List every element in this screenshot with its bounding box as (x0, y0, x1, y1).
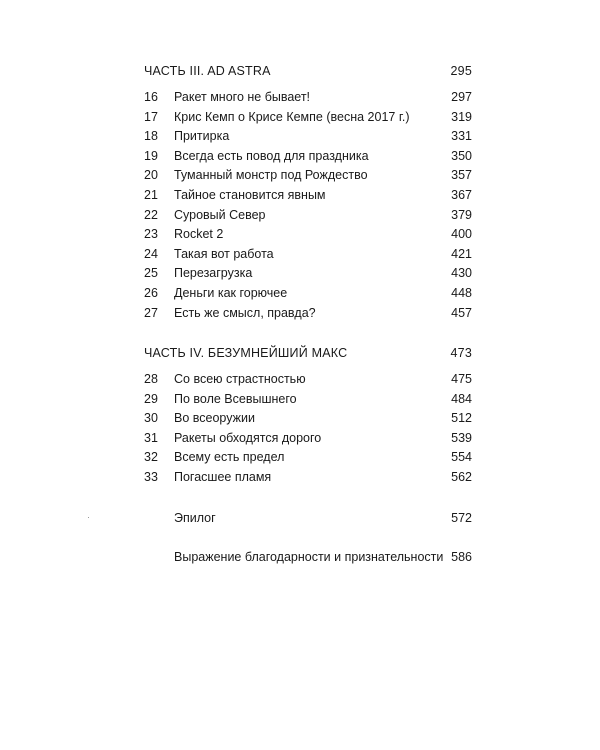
chapter-title: Крис Кемп о Крисе Кемпе (весна 2017 г.) (174, 109, 410, 124)
chapter-row (144, 411, 472, 431)
chapter-title: Туманный монстр под Рождество (174, 168, 368, 183)
chapter-row (144, 129, 472, 149)
chapter-number: 18 (144, 129, 158, 144)
chapter-page-number: 448 (451, 285, 472, 300)
chapter-number: 24 (144, 246, 158, 261)
chapter-row (144, 188, 472, 208)
chapter-title: Погасшее пламя (174, 469, 272, 484)
chapter-page-number: 457 (451, 305, 472, 320)
chapter-page-number: 379 (451, 207, 472, 222)
chapter-number: 16 (144, 90, 158, 104)
chapter-row (144, 168, 472, 188)
chapter-number: 20 (144, 168, 158, 183)
chapter-title: По воле Всевышнего (174, 391, 297, 406)
chapter-row (144, 227, 472, 247)
chapter-title: Всему есть предел (174, 450, 285, 465)
epilogue-title: Эпилог (174, 511, 216, 525)
chapter-title: Такая вот работа (174, 246, 274, 261)
chapter-list (144, 372, 472, 490)
chapter-page-number: 475 (451, 372, 472, 386)
chapter-title: Тайное становится явным (174, 187, 326, 202)
chapter-row (144, 372, 472, 392)
acknowledgements-title: Выражение благодарности и признательности (174, 550, 444, 564)
chapter-page-number: 357 (451, 168, 472, 183)
chapter-number: 27 (144, 305, 158, 320)
acknowledgements-page-number: 586 (451, 550, 472, 564)
chapter-row (144, 149, 472, 169)
chapter-row (144, 431, 472, 451)
chapter-row (144, 306, 472, 326)
chapter-page-number: 430 (451, 266, 472, 281)
chapter-number: 26 (144, 285, 158, 300)
chapter-number: 19 (144, 148, 158, 163)
chapter-number: 21 (144, 187, 158, 202)
chapter-page-number: 367 (451, 187, 472, 202)
chapter-number: 29 (144, 391, 158, 406)
chapter-title: Ракет много не бывает! (174, 90, 311, 104)
part-title: ЧАСТЬ IV. БЕЗУМНЕЙШИЙ МАКС (144, 346, 348, 360)
chapter-number: 25 (144, 266, 158, 281)
chapter-page-number: 562 (451, 469, 472, 484)
chapter-title: Суровый Север (174, 207, 266, 222)
chapter-number: 28 (144, 372, 158, 386)
chapter-page-number: 297 (451, 90, 472, 104)
chapter-title: Притирка (174, 129, 230, 144)
chapter-title: Деньги как горючее (174, 285, 288, 300)
chapter-number: 32 (144, 450, 158, 465)
chapter-row (144, 266, 472, 286)
chapter-title: Rocket 2 (174, 227, 224, 242)
chapter-title: Со всею страстностью (174, 372, 306, 386)
chapter-row (144, 208, 472, 228)
epilogue-page-number: 572 (451, 511, 472, 525)
chapter-row (144, 247, 472, 267)
chapter-row (144, 450, 472, 470)
chapter-number: 31 (144, 430, 158, 445)
chapter-title: Есть же смысл, правда? (174, 305, 316, 320)
chapter-page-number: 319 (451, 109, 472, 124)
chapter-number: 30 (144, 411, 158, 426)
chapter-number: 33 (144, 469, 158, 484)
chapter-page-number: 421 (451, 246, 472, 261)
chapter-row (144, 392, 472, 412)
scan-speck (88, 517, 89, 518)
chapter-title: Ракеты обходятся дорого (174, 430, 322, 445)
chapter-list (144, 90, 472, 325)
chapter-page-number: 512 (451, 411, 472, 426)
part-title: ЧАСТЬ III. AD ASTRA (144, 64, 271, 78)
chapter-row (144, 286, 472, 306)
chapter-number: 22 (144, 207, 158, 222)
chapter-page-number: 554 (451, 450, 472, 465)
chapter-page-number: 331 (451, 129, 472, 144)
chapter-title: Всегда есть повод для праздника (174, 148, 369, 163)
chapter-title: Перезагрузка (174, 266, 253, 281)
chapter-page-number: 350 (451, 148, 472, 163)
chapter-page-number: 484 (451, 391, 472, 406)
chapter-row (144, 470, 472, 490)
part-page-number: 295 (450, 64, 472, 78)
chapter-page-number: 400 (451, 227, 472, 242)
chapter-row (144, 110, 472, 130)
chapter-row (144, 90, 472, 110)
chapter-number: 17 (144, 109, 158, 124)
chapter-number: 23 (144, 227, 158, 242)
part-page-number: 473 (450, 346, 472, 360)
chapter-title: Во всеоружии (174, 411, 255, 426)
chapter-page-number: 539 (451, 430, 472, 445)
